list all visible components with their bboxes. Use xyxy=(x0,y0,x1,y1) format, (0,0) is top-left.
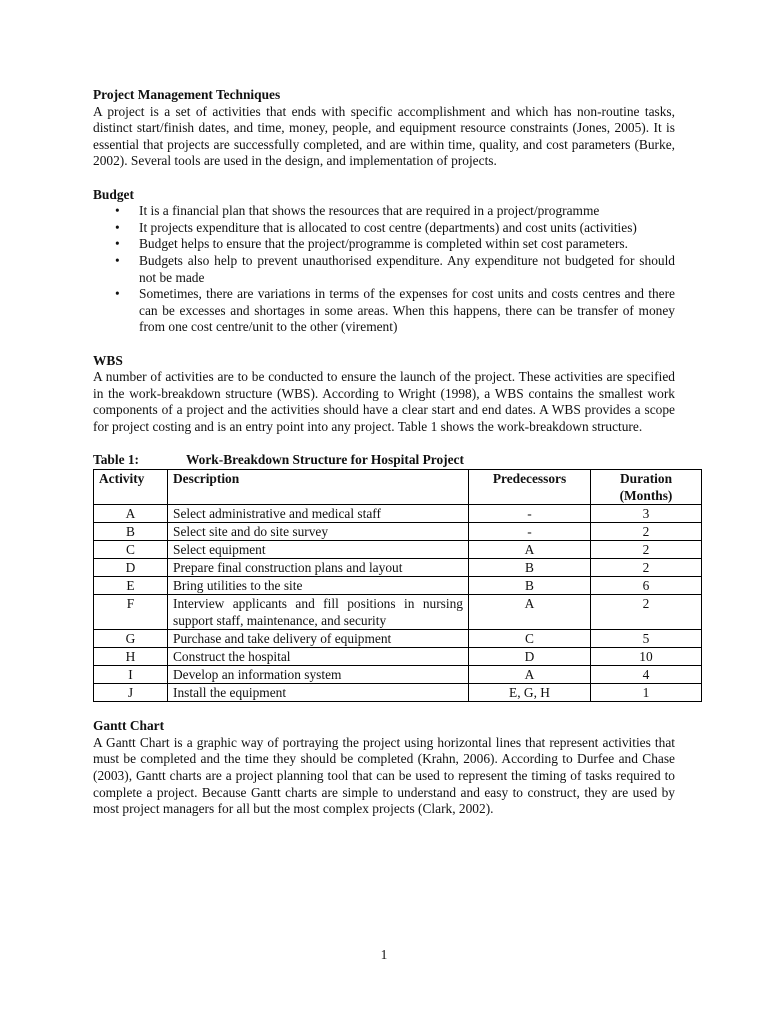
cell-predecessors: D xyxy=(469,647,591,665)
intro-paragraph: A project is a set of activities that ends with specific accomplishment and which has non-routine tasks, distinct start/finish dates, and time, money, people, and equipment resource constraints (Jones, 2005). It is essential that projects are successfully completed, and are within time, quality, and cost parameters (Burke, 2002). Several tools are used in the design, and implementation of projects. xyxy=(93,103,675,169)
table-caption xyxy=(93,452,675,469)
table-row xyxy=(94,522,702,540)
list-item: • Budget helps to ensure that the project/programme is completed within set cost parameters. xyxy=(115,236,628,252)
cell-description: Construct the hospital xyxy=(168,647,469,665)
header-description: Description xyxy=(168,469,469,504)
table-row xyxy=(94,683,702,701)
cell-description: Install the equipment xyxy=(168,683,469,701)
cell-activity: C xyxy=(94,540,168,558)
cell-duration: 2 xyxy=(591,540,702,558)
budget-heading: Budget xyxy=(93,186,134,202)
bullet-icon: • xyxy=(115,286,120,302)
wbs-paragraph: A number of activities are to be conducted to ensure the launch of the project. These activities are specified in the work-breakdown structure (WBS). According to Wright (1998), a WBS contains the smallest work components of a project and the activities should have a clear start and end dates. A WBS provides a scope for project costing and is an entry point into any project. Table 1 shows the work-breakdown structure. xyxy=(93,369,675,434)
cell-predecessors: A xyxy=(469,665,591,683)
cell-predecessors: B xyxy=(469,558,591,576)
bullet-icon: • xyxy=(115,203,120,219)
table-body xyxy=(94,504,702,701)
cell-predecessors: C xyxy=(469,629,591,647)
cell-duration: 1 xyxy=(591,683,702,701)
wbs-heading: WBS xyxy=(93,352,123,368)
cell-description: Select site and do site survey xyxy=(168,522,469,540)
cell-description: Prepare final construction plans and layout xyxy=(168,558,469,576)
cell-description: Bring utilities to the site xyxy=(168,576,469,594)
bullet-icon: • xyxy=(115,252,120,268)
gantt-heading: Gantt Chart xyxy=(93,718,165,734)
cell-activity: F xyxy=(94,594,168,629)
table-row xyxy=(94,558,702,576)
cell-predecessors: E, G, H xyxy=(469,683,591,701)
cell-activity: B xyxy=(94,522,168,540)
cell-duration: 6 xyxy=(591,576,702,594)
bullet-icon: • xyxy=(115,219,120,235)
cell-activity: I xyxy=(94,665,168,683)
cell-description: Interview applicants and fill positions in nursing support staff, maintenance, and security xyxy=(168,594,469,629)
header-predecessors: Predecessors xyxy=(469,469,591,504)
cell-predecessors: - xyxy=(469,522,591,540)
table-row xyxy=(94,504,702,522)
bullet-icon: • xyxy=(115,236,120,252)
cell-duration: 2 xyxy=(591,594,702,629)
cell-duration: 10 xyxy=(591,647,702,665)
gantt-paragraph: A Gantt Chart is a graphic way of portraying the project using horizontal lines that represent activities that must be completed and the time they should be completed (Krahn, 2006). According to Durfee and Chase (2003), Gantt charts are a project planning tool that can be used to represent the timing of tasks required to complete a project. Because Gantt charts are simple to understand and easy to construct, they are used by most project managers for all but the most complex projects (Clark, 2002). xyxy=(93,734,675,817)
cell-predecessors: A xyxy=(469,594,591,629)
cell-duration: 5 xyxy=(591,629,702,647)
cell-activity: H xyxy=(94,647,168,665)
table-row xyxy=(94,540,702,558)
cell-duration: 2 xyxy=(591,522,702,540)
list-item: • Budgets also help to prevent unauthorised expenditure. Any expenditure not budgeted for should not be made xyxy=(115,252,675,285)
cell-description: Purchase and take delivery of equipment xyxy=(168,629,469,647)
header-duration: Duration (Months) xyxy=(591,469,702,504)
table-title: Work-Breakdown Structure for Hospital Project xyxy=(186,452,464,468)
cell-description: Select administrative and medical staff xyxy=(168,504,469,522)
cell-activity: E xyxy=(94,576,168,594)
table-header-row xyxy=(94,469,702,504)
header-activity: Activity xyxy=(94,469,168,504)
table-number: Table 1: xyxy=(93,452,140,468)
table-row xyxy=(94,576,702,594)
cell-predecessors: A xyxy=(469,540,591,558)
intro-heading: Project Management Techniques xyxy=(93,87,281,102)
list-item: • It is a financial plan that shows the resources that are required in a project/programme xyxy=(115,203,600,219)
cell-predecessors: B xyxy=(469,576,591,594)
list-item: • It projects expenditure that is allocated to cost centre (departments) and cost units (activities) xyxy=(115,219,637,235)
table-row xyxy=(94,647,702,665)
cell-duration: 4 xyxy=(591,665,702,683)
cell-activity: D xyxy=(94,558,168,576)
page-number: 1 xyxy=(380,947,388,962)
table-row xyxy=(94,665,702,683)
cell-activity: A xyxy=(94,504,168,522)
cell-activity: J xyxy=(94,683,168,701)
table-row xyxy=(94,594,702,629)
cell-predecessors: - xyxy=(469,504,591,522)
cell-duration: 3 xyxy=(591,504,702,522)
wbs-table xyxy=(93,469,702,702)
cell-duration: 2 xyxy=(591,558,702,576)
document-page xyxy=(93,87,675,818)
cell-description: Develop an information system xyxy=(168,665,469,683)
budget-list xyxy=(93,203,675,336)
table-row xyxy=(94,629,702,647)
cell-description: Select equipment xyxy=(168,540,469,558)
cell-activity: G xyxy=(94,629,168,647)
list-item: • Sometimes, there are variations in terms of the expenses for cost units and costs centres and there can be excesses and shortages in some areas. When this happens, there can be transfer of money from one cost centre/unit to the other (virement) xyxy=(115,286,675,335)
